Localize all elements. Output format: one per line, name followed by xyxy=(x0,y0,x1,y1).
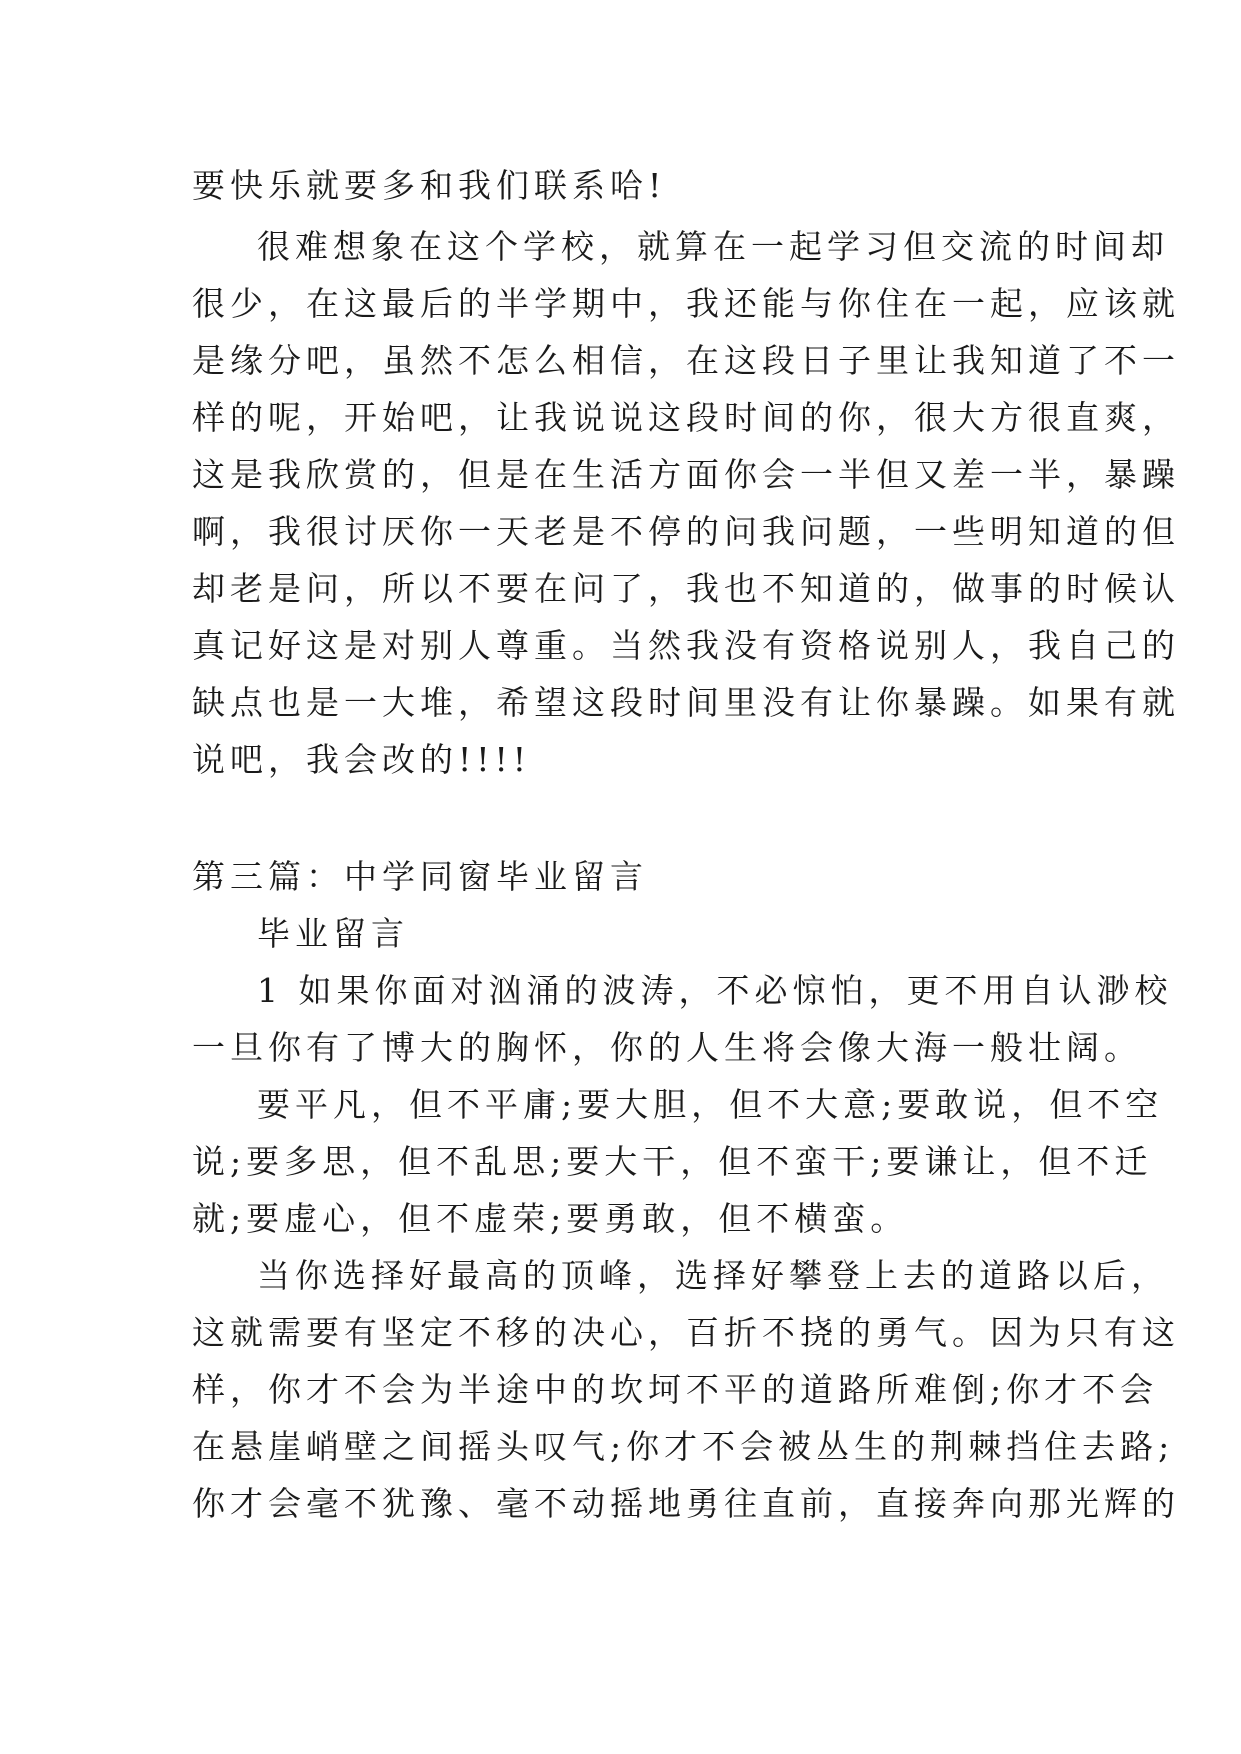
paragraph-line: 真记好这是对别人尊重。当然我没有资格说别人，我自己的 xyxy=(192,626,1180,665)
paragraph-line: 说;要多思，但不乱思;要大干，但不蛮干;要谦让，但不迁 xyxy=(192,1142,1153,1181)
paragraph-line: 这就需要有坚定不移的决心，百折不挠的勇气。因为只有这 xyxy=(192,1313,1180,1352)
paragraph-line: 要快乐就要多和我们联系哈! xyxy=(192,166,667,205)
section-heading: 第三篇：中学同窗毕业留言 xyxy=(192,857,648,896)
paragraph-line: 你才会毫不犹豫、毫不动摇地勇往直前，直接奔向那光辉的 xyxy=(192,1484,1180,1523)
paragraph-line: 很难想象在这个学校，就算在一起学习但交流的时间却 xyxy=(257,227,1169,266)
paragraph-line: 在悬崖峭壁之间摇头叹气;你才不会被丛生的荆棘挡住去路; xyxy=(192,1427,1175,1466)
paragraph-line: 却老是问，所以不要在问了，我也不知道的，做事的时候认 xyxy=(192,569,1180,608)
subsection-heading: 毕业留言 xyxy=(257,914,409,953)
paragraph-line: 要平凡，但不平庸;要大胆，但不大意;要敢说，但不空 xyxy=(257,1085,1164,1124)
paragraph-line: 样，你才不会为半途中的坎坷不平的道路所难倒;你才不会 xyxy=(192,1370,1159,1409)
paragraph-line: 很少，在这最后的半学期中，我还能与你住在一起，应该就 xyxy=(192,284,1180,323)
paragraph-line: 样的呢，开始吧，让我说说这段时间的你，很大方很直爽， xyxy=(192,398,1180,437)
paragraph-line: 说吧，我会改的!!!! xyxy=(192,740,532,779)
paragraph-line: 啊，我很讨厌你一天老是不停的问我问题，一些明知道的但 xyxy=(192,512,1180,551)
paragraph-line: 这是我欣赏的，但是在生活方面你会一半但又差一半，暴躁 xyxy=(192,455,1180,494)
paragraph-line: 就;要虚心，但不虚荣;要勇敢，但不横蛮。 xyxy=(192,1199,909,1238)
paragraph-line: 缺点也是一大堆，希望这段时间里没有让你暴躁。如果有就 xyxy=(192,683,1180,722)
paragraph-line: 当你选择好最高的顶峰，选择好攀登上去的道路以后， xyxy=(257,1256,1169,1295)
paragraph-line: 一旦你有了博大的胸怀，你的人生将会像大海一般壮阔。 xyxy=(192,1028,1142,1067)
paragraph-line: 1 如果你面对汹涌的波涛，不必惊怕，更不用自认渺校 xyxy=(257,971,1173,1010)
paragraph-line: 是缘分吧，虽然不怎么相信，在这段日子里让我知道了不一 xyxy=(192,341,1180,380)
